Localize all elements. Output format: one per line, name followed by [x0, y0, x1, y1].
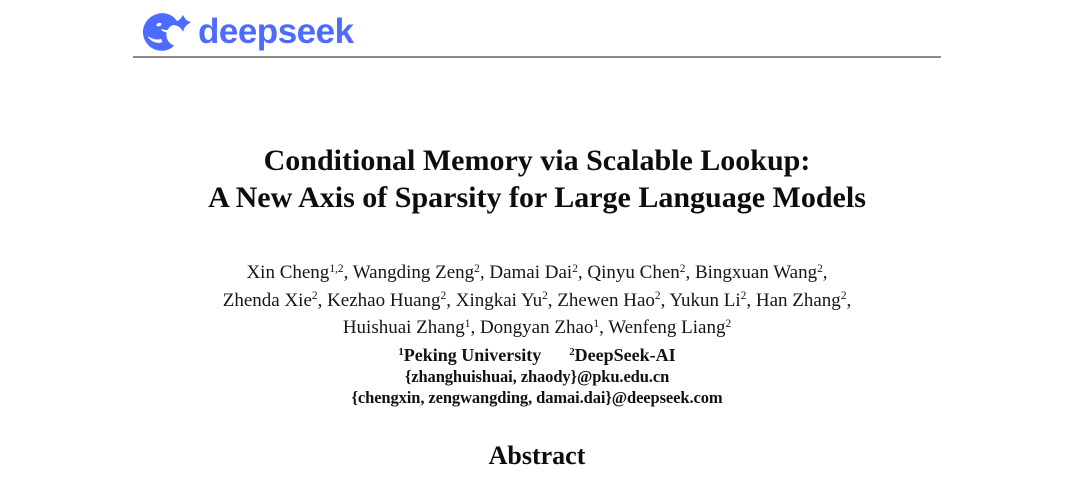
deepseek-logo [139, 11, 354, 56]
author-name: Xin Cheng$^{1,2}$, [246, 262, 353, 283]
masthead [0, 0, 1080, 56]
author-name: Wenfeng Liang$^2$ [608, 317, 732, 338]
author-name: Kezhao Huang$^2$, [327, 289, 456, 311]
affiliation-line [133, 344, 941, 366]
author-name: Xingkai Yu$^2$, [455, 289, 558, 311]
email-line: {zhanghuishuai, zhaody}@pku.edu.cn [404, 366, 670, 386]
author-name: Zhewen Hao$^2$, [557, 289, 670, 311]
deepseek-wordmark: deepseek [198, 11, 354, 51]
email-line: {chengxin, zengwangding, damai.dai}@deepseek.com [351, 387, 723, 407]
paper-title-line-2: A New Axis of Sparsity for Large Language Models [208, 181, 866, 214]
author-block [133, 259, 941, 342]
author-name: Bingxuan Wang$^2$ [694, 262, 823, 283]
author-name: Wangding Zeng$^2$, [352, 262, 490, 283]
author-name: Han Zhang$^2$ [755, 289, 847, 311]
header-divider [133, 56, 941, 58]
author-line: Xin Cheng$^{1,2}$, Wangding Zeng$^2$, Damai Dai$^2$, Qinyu Chen$^2$, Bingxuan Wang$^2$, [246, 262, 828, 283]
deepseek-whale-icon [139, 11, 191, 56]
paper-title [133, 142, 941, 216]
author-name: Qinyu Chen$^2$, [587, 262, 695, 283]
affiliation: $^2$DeepSeek-AI [569, 344, 676, 365]
abstract-heading: Abstract [488, 440, 586, 470]
email-block [133, 366, 941, 408]
author-line [133, 314, 941, 342]
author-name: Huishuai Zhang$^1$, [342, 317, 480, 338]
paper-page [133, 142, 941, 471]
author-name: Dongyan Zhao$^1$, [479, 317, 609, 338]
author-name: Yukun Li$^2$, [669, 289, 756, 311]
paper-title-line-1: Conditional Memory via Scalable Lookup: [263, 144, 811, 177]
author-line: Zhenda Xie$^2$, Kezhao Huang$^2$, Xingkai Yu$^2$, Zhewen Hao$^2$, Yukun Li$^2$, Han Zhang$^2$, [222, 289, 852, 311]
author-name: Zhenda Xie$^2$, [222, 289, 328, 311]
author-name: Damai Dai$^2$, [489, 262, 588, 283]
affiliation: $^1$Peking University [398, 344, 542, 365]
